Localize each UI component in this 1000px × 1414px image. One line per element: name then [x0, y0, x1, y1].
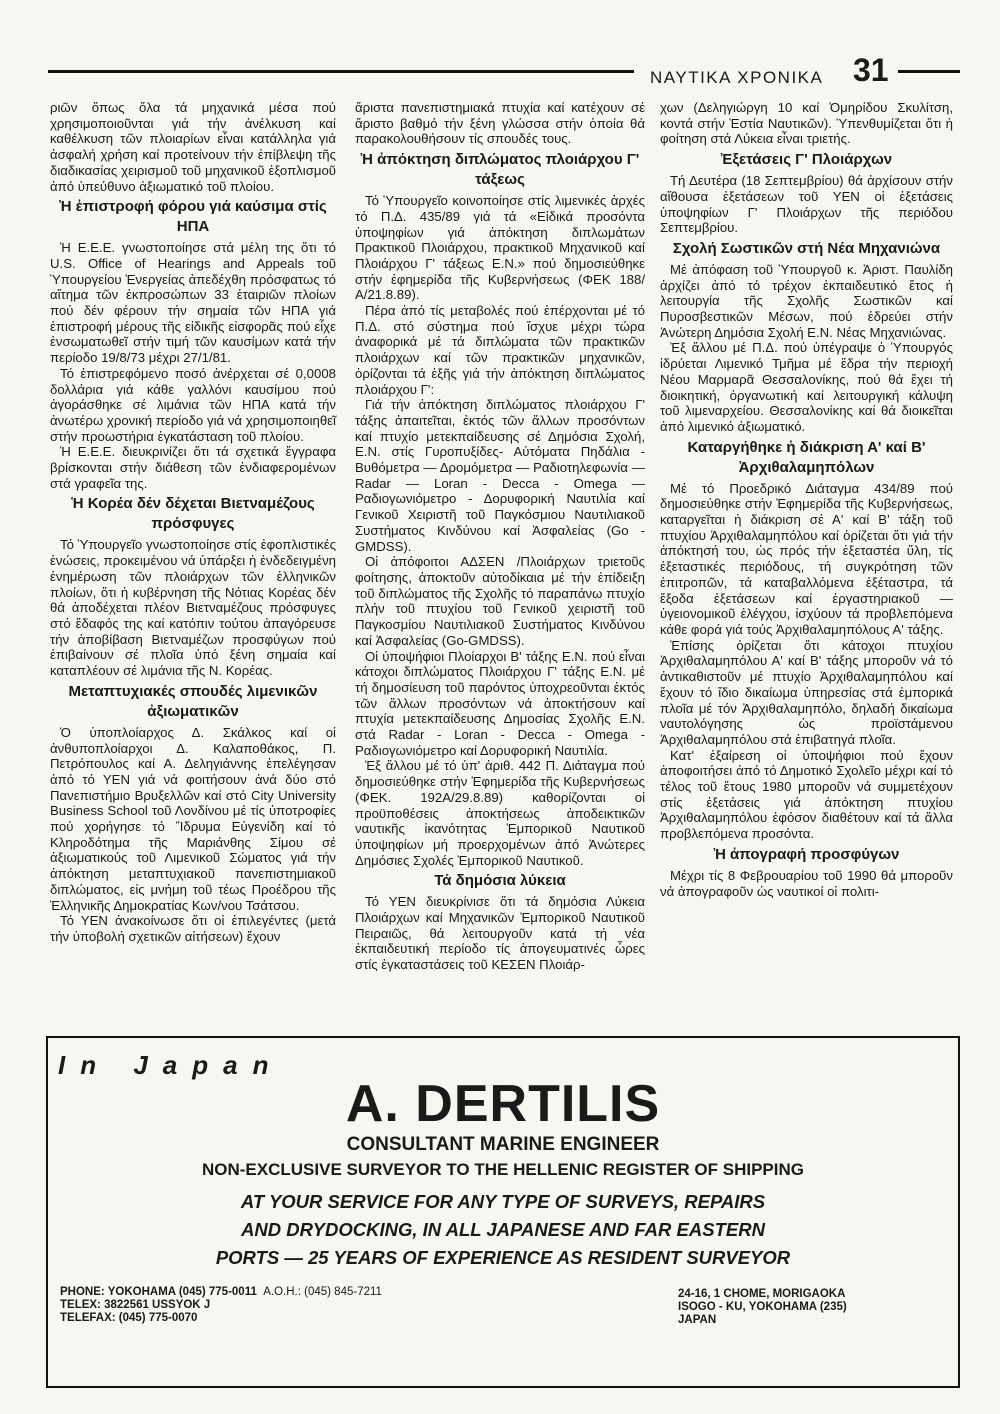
ad-service-line: PORTS — 25 YEARS OF EXPERIENCE AS RESIDENT SURVEYOR [215, 1247, 791, 1268]
header-title: ΝΑΥΤΙΚΑ ΧΡΟΝΙΚΑ [650, 68, 824, 87]
article-heading: Ἡ ἀπόκτηση διπλώματος πλοιάρχου Γ' τάξεως [360, 151, 640, 189]
paragraph: Ἐξ ἄλλου μέ τό ὑπ' ἀριθ. 442 Π. Διάταγμα πού δημοσιεύθηκε στήν Ἐφημερίδα τῆς Κυβερνήσεως (ΦΕΚ. 192Α/29.8.89) καθορίζονται οἱ προϋποθέσεις ἀποκτήσεως ἀποδεικτικῶν ναυτικῆς ἱκανότητας Ἐμπορικοῦ Ναυτικοῦ ὑποψηφίων μή προερχομένων ἀπό Ἀνώτερες Δημόσιες Σχολές Ἐμπορικοῦ Ναυτικοῦ. [355, 758, 645, 868]
paragraph: Τό ΥΕΝ ἀνακοίνωσε ὅτι οἱ ἐπιλεγέντες (μετά τήν ὑποβολή σχετικῶν αἰτήσεων) ἔχουν [50, 913, 336, 944]
ad-company-name: A. DERTILIS [345, 1075, 661, 1133]
paragraph: Ἐξ ἄλλου μέ Π.Δ. πού ὑπέγραψε ὁ Ὑπουργός ἱδρύεται Λιμενικό Τμῆμα μέ ἕδρα τήν περιοχή Νέου Μαρμαρᾶ Θεσσαλονίκης, πού θά ἔχει τή διοικητική, ὀργανωτική καί λειτουργική κάλυψη τοῦ λιμεναρχείου. Θεσσαλονίκης καί θά διοικεῖται ἀπό λιμενικό ἀξιωματικό. [660, 340, 953, 434]
paragraph: χων (Δεληγιώργη 10 καί Ὀμηρίδου Σκυλίτση, κοντά στήν Ἑστία Ναυτικῶν). Ὑπενθυμίζεται ὅτι ἡ φοίτηση στά Λύκεια εἶναι τριετής. [660, 100, 953, 147]
paragraph: Ἡ Ε.Ε.Ε. διευκρινίζει ὅτι τά σχετικά ἔγγραφα βρίσκονται στήν διάθεση τῶν ἐνδιαφερομένων στά γραφεῖα της. [50, 444, 336, 491]
paragraph: Τό Ὑπουργεῖο γνωστοποίησε στίς ἐφοπλιστικές ἑνώσεις, προκειμένου νά ὑπάρξει ἡ ἐνδεδειγμένη ἐνημέρωση τῶν πλοιάρχων τῶν ἑλληνικῶν πλοίων, ὅτι ἡ κυβέρνηση τῆς Νότιας Κορέας δέν θά ἀποδέχεται πλέον Βιετναμέζους πρόσφυγες στό ἔδαφός της καί κατόπιν τούτου ἀπαγόρευσε τήν ἀποβίβαση Βιετναμέζων προσφύγων πού ἐπιβαίνουν σέ πλοῖα ὑπό ξένη σημαία καί καταπλέουν σέ λιμάνια τῆς Ν. Κορέας. [50, 537, 336, 679]
header-rule-left [48, 70, 634, 73]
paragraph: Τό ΥΕΝ διευκρίνισε ὅτι τά δημόσια Λύκεια Πλοιάρχων καί Μηχανικῶν Ἐμπορικοῦ Ναυτικοῦ Πειραιῶς, θά λειτουργοῦν κατά τή νέα ἐκπαιδευτική περίοδο τίς ἀπογευματινές ὧρες στίς ἐγκαταστάσεις τοῦ ΚΕΣΕΝ Πλοιάρ- [355, 894, 645, 973]
ad-surveyor-line: NON-EXCLUSIVE SURVEYOR TO THE HELLENIC REGISTER OF SHIPPING [201, 1160, 804, 1179]
header-rule-right [898, 70, 960, 73]
column-3 [660, 100, 953, 899]
paragraph: ριῶν ὅπως ὅλα τά μηχανικά μέσα πού χρησιμοποιοῦνται γιά τήν ἀνέλκυση καί καθέλκυση τῶν πλοιαρίων εἶναι κατάλληλα γιά ἀσφαλή χρήση καί προτείνουν τήν ἐπίβλεψη τῆς διαδικασίας χειρισμοῦ τοῦ μηχανικοῦ ἐξοπλισμοῦ ἀπό ὑπεύθυνο ἀξιωματικό τοῦ πλοίου. [50, 100, 336, 194]
paragraph: Μέχρι τίς 8 Φεβρουαρίου τοῦ 1990 θά μποροῦν νά ἀπογραφοῦν ὡς ναυτικοί οἱ πολιτι- [660, 867, 953, 899]
ad-address-line: JAPAN [678, 1314, 717, 1326]
paragraph: Ἡ Ε.Ε.Ε. γνωστοποίησε στά μέλη της ὅτι τό U.S. Office of Hearings and Appeals τοῦ Ὑπουργείου Ἐνεργείας ἀπεδέχθη πρόσφατως τό αἴτημα τῶν ἐκπροσώπων 33 ἑταιριῶν πλοίων πού δέν φέρουν τήν σημαία τῶν ΗΠΑ γιά ἐπιστροφή μέρους τῆς εἰδικῆς εἰσφορᾶς πού εἶχε ἐνσωματωθεῖ στήν τιμή τῶν καυσίμων κατά τήν περίοδο 19/8/73 μέχρι 27/1/81. [50, 240, 336, 366]
paragraph: Μέ τό Προεδρικό Διάταγμα 434/89 πού δημοσιεύθηκε στήν Ἐφημερίδα τῆς Κυβερνήσεως, καταργεῖται ἡ διάκριση σέ Α' καί Β' τάξη τοῦ πτυχίου Ἀρχιθαλαμηπόλου καί ὁρίζεται ὅτι γιά τήν ἀπόκτησή του, ὡς πρός τήν ἐξεταστέα ὕλη, τίς ἐξεταστικές περιόδους, τή συγκρότηση τῶν ἐπιτροπῶν, τά καταβαλλόμενα ἐξέταστρα, τά ἔξοδα ἐξετάσεων καί ἐργαστηριακοῦ — ὑγειονομικοῦ ἐλέγχου, ἰσχύουν τά προβλεπόμενα κάθε φορά γιά τούς Ἀρχιθαλαμηπόλους Α' τάξης. [660, 480, 953, 637]
ad-service-line: AT YOUR SERVICE FOR ANY TYPE OF SURVEYS, REPAIRS [240, 1191, 766, 1212]
paragraph: Μέ ἀπόφαση τοῦ Ὑπουργοῦ κ. Ἀριστ. Παυλίδη ἀρχίζει ἀπό τό τρέχον ἐκπαιδευτικό ἔτος ἡ λειτουργία τῆς Σχολῆς Σωστικῶν καί Πυροσβεστικῶν Μέσων, πού ἑδρεύει στήν Ἀνώτερη Δημόσια Σχολή Ε.Ν. Νέας Μηχανιώνας. [660, 261, 953, 340]
ad-address-line: 24-16, 1 CHOME, MORIGAOKA [678, 1288, 846, 1300]
ad-telex: TELEX: 3822561 USSYOK J [60, 1299, 211, 1311]
column-1 [50, 100, 336, 945]
ad-telefax: TELEFAX: (045) 775-0070 [60, 1312, 198, 1324]
article-heading: Τά δημόσια λύκεια [434, 872, 566, 890]
paragraph: Οἱ ὑποψήφιοι Πλοίαρχοι Β' τάξης Ε.Ν. πού εἶναι κάτοχοι διπλώματος Πλοιάρχου Γ' τάξης Ε.Ν. μέ τή δημοσίευση τοῦ παρόντος ὑποχρεοῦνται ἐκτός τῶν ἄλλων προσόντων νά ἀποκτήσουν καί πτυχία μετεκπαίδευσης Δημοσίας Σχολῆς Ε.Ν. στά Radar - Loran - Decca - Omega - Ραδιογωνιόμετρο καί Δορυφορική Ναυτιλία. [355, 648, 645, 758]
ad-service-line: AND DRYDOCKING, IN ALL JAPANESE AND FAR EASTERN [241, 1219, 765, 1240]
ad-in-japan: In Japan [58, 1050, 284, 1080]
paragraph: Τό ἐπιστρεφόμενο ποσό ἀνέρχεται σέ 0,0008 δολλάρια γιά κάθε γαλλόνι καυσίμου πού ἀγοράσθηκε σέ λιμάνια τῶν ΗΠΑ κατά τήν ἀνωτέρω χρονική περίοδο γιά νά χρησιμοποιηθεῖ στήν προωστήρια ἐγκατάσταση τοῦ πλοίου. [50, 365, 336, 444]
article-heading: Καταργήθηκε ἡ διάκριση Α' καί Β' Ἀρχιθαλαμηπόλων [687, 438, 926, 476]
ad-address-line: ISOGO - KU, YOKOHAMA (235) [678, 1301, 847, 1313]
paragraph: Τό Ὑπουργεῖο κοινοποίησε στίς λιμενικές ἀρχές τό Π.Δ. 435/89 γιά τά «Εἰδικά προσόντα ὑποψηφίων γιά ἀπόκτηση διπλωμάτων Πρακτικοῦ Πλοιάρχου, πρακτικοῦ Μηχανικοῦ καί Πλοιάρχου Γ' τάξεως Ε.Ν.» πού δημοσιεύθηκε στήν ἐφημερίδα τῆς Κυβερνήσεως (ΦΕΚ 188/Α/21.8.89). [355, 193, 645, 303]
ad-title: CONSULTANT MARINE ENGINEER [346, 1134, 660, 1155]
paragraph: Τή Δευτέρα (18 Σεπτεμβρίου) θά ἀρχίσουν στήν αἴθουσα ἐξετάσεων τοῦ ΥΕΝ οἱ ἐξετάσεις ὑποψηφίων Γ' Πλοιάρχων τῆς περιόδου Σεπτεμβρίου. [660, 173, 953, 236]
paragraph: Ἐπίσης ὁρίζεται ὅτι κάτοχοι πτυχίου Ἀρχιθαλαμηπόλου Α' καί Β' τάξης μποροῦν νά τό ἀντικαθιστοῦν μέ πτυχίο Ἀρχιθαλαμηπόλου καί ἔχουν τό ἴδιο δικαίωμα ὑπηρεσίας στά ἐμπορικά πλοῖα μέ τόν Ἀρχιθαλαμηπόλο, δηλαδή δικαίωμα ναυτολόγησης ὡς προϊστάμενου Ἀρχιθαλαμηπόλου στά ἐπιβατηγά πλοῖα. [660, 637, 953, 747]
article-heading: Ἐξετάσεις Γ' Πλοιάρχων [720, 151, 893, 169]
paragraph: Οἱ ἀπόφοιτοι ΑΔΣΕΝ /Πλοιάρχων τριετοῦς φοίτησης, ἀποκτοῦν αὐτοδίκαια μέ τήν ἐπίδειξη τοῦ διπλώματος τῆς Σχολῆς τό παραπάνω πτυχίο πλήν τοῦ πτυχίου τοῦ Γενικοῦ χειριστῆ τοῦ Παγκοσμίου Ναυτιλιακοῦ Συστήματος Κινδύνου καί Ἀσφαλείας (Go-GMDSS). [355, 554, 645, 648]
article-heading: Μεταπτυχιακές σπουδές λιμενικῶν ἀξιωματικῶν [68, 682, 318, 720]
advertisement-box [46, 1036, 960, 1388]
ad-contact-block [60, 1286, 382, 1325]
ad-aoh-phone: A.O.H.: (045) 845-7211 [263, 1286, 382, 1298]
ad-address-block [678, 1288, 847, 1327]
paragraph: ἄριστα πανεπιστημιακά πτυχία καί κατέχουν σέ ἄριστο βαθμό τήν ξένη γλώσσα στήν ὁποία θά παρακολουθήσουν τίς σπουδές τους. [355, 100, 645, 147]
ad-phone: PHONE: YOKOHAMA (045) 775-0011 [60, 1286, 257, 1298]
paragraph: Ὁ ὑποπλοίαρχος Δ. Σκάλκος καί οἱ ἀνθυποπλοίαρχοι Δ. Καλαποθάκος, Π. Πετρόπουλος καί Α. Δεληγιάννης ἐπελέγησαν ἀπό τό ΥΕΝ γιά νά φοιτήσουν ἀνά δύο στό Πανεπιστήμιο Βρυξελλῶν καί στό City University Business School τοῦ Λονδίνου μέ τίς ὑποτροφίες πού χορήγησε τό Ἵδρυμα Εὐγενίδη καί τό Κληροδότημα τῆς Μαριάνθης Σίμου σέ ἀξιωματικούς τοῦ Λιμενικοῦ Σώματος γιά τήν ἀπόκτηση μεταπτυχιακοῦ πανεπιστημιακοῦ διπλώματος, εἰς μνήμη τοῦ τέως Προέδρου τῆς Ἑλληνικῆς Δημοκρατίας Κων/νου Τσάτσου. [50, 724, 336, 913]
article-heading: Ἡ ἀπογραφή προσφύγων [713, 845, 900, 863]
page-number: 31 [853, 52, 889, 88]
paragraph: Πέρα ἀπό τίς μεταβολές πού ἐπέρχονται μέ τό Π.Δ. στό σύστημα πού ἴσχυε μέχρι τώρα ἀναφορικά μέ τά διπλώματα τῶν πρακτικῶν πλοιάρχων καί τῶν πρακτικῶν μηχανικῶν, ὁρίζονται τά ἑξῆς γιά τήν ἀπόκτηση διπλώματος πλοιάρχου Γ': [355, 303, 645, 397]
article-heading: Σχολή Σωστικῶν στή Νέα Μηχανιώνα [672, 239, 941, 257]
paragraph: Κατ' ἐξαίρεση οἱ ὑποψήφιοι πού ἔχουν ἀποφοιτήσει ἀπό τό Δημοτικό Σχολεῖο μέχρι καί τό τέλος τοῦ ἔτους 1980 μποροῦν νά συμμετέχουν στίς ἐξετάσεις γιά ἀπόκτηση πτυχίου Ἀρχιθαλαμηπόλου ἐφόσον διαθέτουν καί τά ἄλλα προβλεπόμενα προσόντα. [660, 747, 953, 842]
paragraph: Γιά τήν ἀπόκτηση διπλώματος πλοιάρχου Γ' τάξης ἀπαιτεῖται, ἐκτός τῶν ἄλλων προσόντων καί πτυχίο μετεκπαίδευσης σέ Δημόσια Σχολή, Ε.Ν. στίς Γυροπυξίδες- Αὐτόματα Πηδάλια - Βυθόμετρα — Δρομόμετρα — Ραδιοτηλεφωνία — Radar — Loran - Decca - Omega — Ραδιογωνιόμετρο - Δορυφορική Ναυτιλία καί Γενικοῦ Χειριστῆ τοῦ Παγκόσμιου Ναυτιλιακοῦ Συστήματος Κινδύνου καί Ἀσφαλείας (Go - GMDSS). [355, 397, 645, 554]
column-2 [355, 100, 645, 973]
article-heading: Ἡ ἐπιστροφή φόρου γιά καύσιμα στίς ΗΠΑ [59, 198, 327, 236]
article-heading: Ἡ Κορέα δέν δέχεται Βιετναμέζους πρόσφυγες [71, 495, 315, 533]
